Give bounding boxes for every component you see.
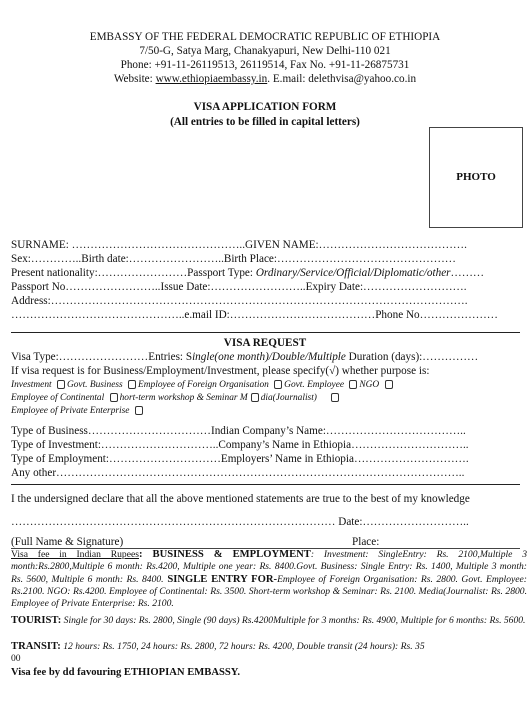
- fee-footer: Visa fee by dd favouring ETHIOPIAN EMBASSY.: [11, 667, 241, 678]
- checkbox-govt-employee[interactable]: [274, 380, 282, 389]
- embassy-phone: Phone: +91-11-26119513, 26119514, Fax No. +91-11-26875731: [120, 59, 410, 71]
- option-media-b: dia(Journalist): [260, 393, 317, 403]
- photo-box[interactable]: [429, 127, 523, 228]
- purpose-options-row-3: [11, 405, 145, 417]
- purpose-options-row-2: [11, 392, 341, 404]
- visa-type-line[interactable]: [11, 350, 478, 364]
- visa-type-text: Visa Type:……………………Entries: S: [11, 351, 193, 363]
- business-line[interactable]: Type of Business……………………………Indian Company’s Name:………………………………..: [11, 425, 466, 437]
- purpose-instruction: If visa request is for Business/Employment/Investment, please specify(√) whether purpose is:: [11, 365, 430, 377]
- purpose-options-row-1: [11, 379, 395, 391]
- checkbox-media[interactable]: [251, 393, 259, 402]
- option-investment: Investment: [11, 380, 54, 390]
- fee-tourist: [11, 615, 527, 627]
- nationality-text: Present nationality:……………………Passport Type:: [11, 267, 256, 279]
- fee-transit-text: 12 hours: Rs. 1750, 24 hours: Rs. 2800, 72 hours: Rs. 4200, Double transit (24 hours): Rs. 35: [60, 641, 425, 652]
- embassy-name: EMBASSY OF THE FEDERAL DEMOCRATIC REPUBLIC OF ETHIOPIA: [89, 31, 441, 43]
- website-label: Website:: [113, 73, 156, 85]
- option-foreign-org: Employee of Foreign Organisation: [138, 380, 272, 390]
- website-link[interactable]: www.ethiopiaembassy.in: [155, 73, 268, 85]
- fee-business-employment: [11, 549, 527, 610]
- declaration-text: I the undersigned declare that all the above mentioned statements are true to the best of my knowledge: [11, 493, 470, 505]
- duration-text: Duration (days):……………: [345, 351, 479, 363]
- fee-transit-tail: 00: [11, 653, 21, 665]
- fee-lead: Visa fee in Indian Rupees: [11, 549, 139, 560]
- checkbox-ngo[interactable]: [349, 380, 357, 389]
- option-media-a: M: [239, 393, 248, 403]
- option-govt-employee: Govt. Employee: [284, 380, 347, 390]
- section-divider: [11, 332, 520, 333]
- email-phone-line[interactable]: ………………………………………..e.mail ID:…………………………………Phone No…………………: [11, 309, 498, 321]
- passport-line[interactable]: Passport No……………………..Issue Date:……………………..Expiry Date:……………………….: [11, 281, 467, 293]
- sex-birth-line[interactable]: Sex:…………..Birth date:……………………..Birth Place:…………………………………………: [11, 253, 456, 265]
- address-line[interactable]: Address:………………………………………………………………………………………………….: [11, 295, 468, 307]
- option-ngo: NGO: [359, 380, 382, 390]
- any-other-line[interactable]: Any other………………………………………………………………………………………………..: [11, 467, 465, 479]
- fee-tourist-text: Single for 30 days: Rs. 2800, Single (90 days) Rs.4200Multiple for 3 months: Rs. 4900, Multiple for 6 months: Rs. 5600.: [61, 615, 526, 626]
- signature-label: (Full Name & Signature): [11, 536, 124, 548]
- checkbox-foreign-org[interactable]: [128, 380, 136, 389]
- email-text: . E.mail: delethvisa@yahoo.co.in: [267, 73, 417, 85]
- nationality-line[interactable]: [11, 266, 484, 280]
- option-continental: Employee of Continental: [11, 393, 107, 403]
- fee-tourist-label: TOURIST:: [11, 615, 62, 626]
- nationality-dots: ………: [450, 267, 485, 279]
- entries-options: ingle(one month)/Double/Multiple: [192, 351, 346, 363]
- form-title: VISA APPLICATION FORM: [193, 101, 337, 113]
- option-private: Employee of Private Enterprise: [11, 406, 132, 416]
- photo-label: PHOTO: [456, 171, 496, 183]
- embassy-contact: [0, 72, 530, 86]
- fee-be-text: : Investment: SingleEntry: Rs. 2100,Multiple 3 month:Rs.2800,Multiple 6 month: Rs.4200, Multiple one year: Rs. 8400.Govt. Business: Single Entry: Rs. 1400, Multiple 3 month: Rs. 5600, Multiple 6 month: Rs. 8400.: [11, 549, 527, 585]
- option-govt-business: Govt. Business: [66, 380, 126, 390]
- checkbox-ngo-extra[interactable]: [385, 380, 393, 389]
- fee-transit: [11, 641, 527, 666]
- employment-line[interactable]: Type of Employment:…………………………Employers’ Name in Ethiopia………………………….: [11, 453, 469, 465]
- fee-be-label: : BUSINESS & EMPLOYMENT: [138, 549, 311, 560]
- section-divider: [11, 484, 520, 485]
- checkbox-continental[interactable]: [331, 393, 339, 402]
- option-short-term: hort-term workshop & Seminar: [119, 393, 240, 403]
- checkbox-govt-business[interactable]: [57, 380, 65, 389]
- investment-line[interactable]: Type of Investment:…………………………..Company’s Name in Ethiopia…………………………..: [11, 439, 469, 451]
- visa-request-heading: VISA REQUEST: [223, 337, 307, 349]
- surname-line[interactable]: SURNAME: ………………………………………..GIVEN NAME:………………………………….: [11, 239, 467, 251]
- embassy-address: 7/50-G, Satya Marg, Chanakyapuri, New Delhi-110 021: [139, 45, 391, 57]
- fee-single-text: Employee of Foreign Organisation: Rs. 2800. Govt. Employee: Rs.2100. NGO: Rs.4200. Employee of Continental: Rs. 3500. Short-term workshop & Seminar: Rs. 2100. Media(Journalist: Rs. 2800. Employee of Private Enterprise: Rs. 2100.: [11, 573, 527, 610]
- fee-transit-label: TRANSIT:: [11, 641, 61, 652]
- checkbox-short-term[interactable]: [110, 393, 118, 402]
- date-line[interactable]: …………………………………………………………………………… Date:………………………..: [11, 516, 469, 528]
- checkbox-private[interactable]: [135, 406, 143, 415]
- fee-single-label: SINGLE ENTRY FOR-: [163, 573, 278, 585]
- place-label: Place:: [352, 536, 380, 548]
- form-subtitle: (All entries to be filled in capital letters): [170, 116, 360, 128]
- passport-type-options: Ordinary/Service/Official/Diplomatic/other: [255, 267, 451, 279]
